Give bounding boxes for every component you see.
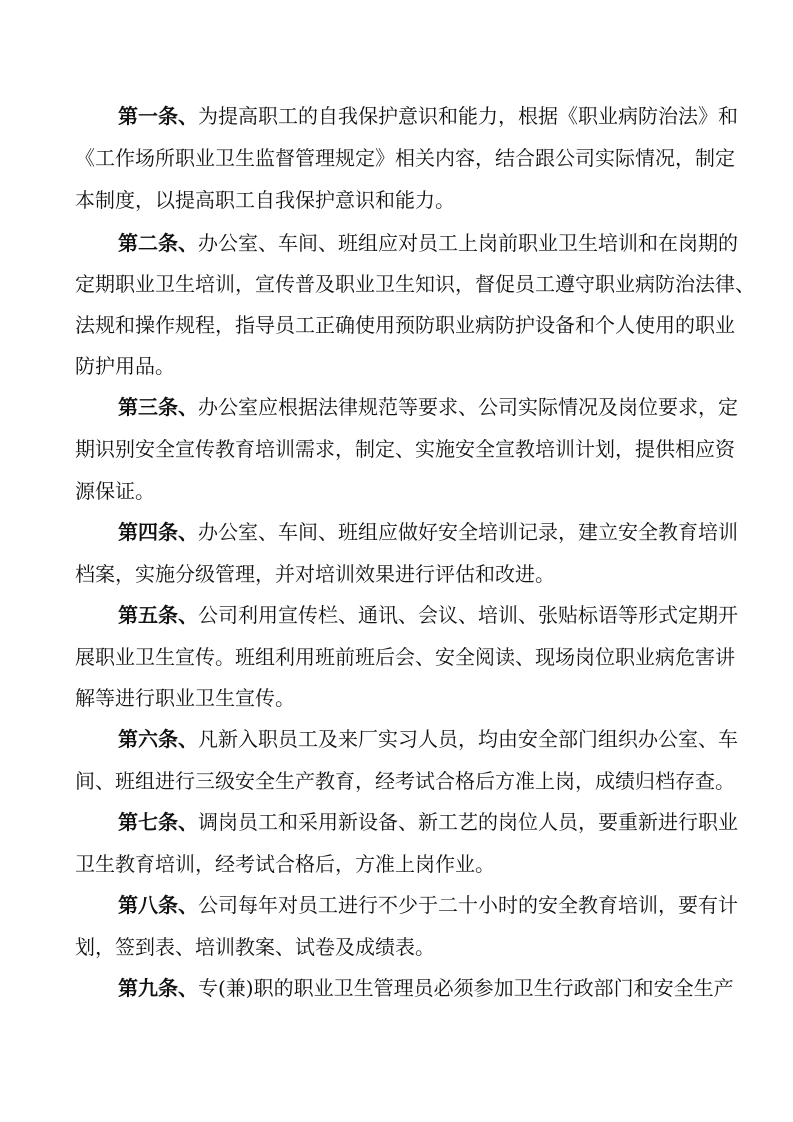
article-text: 法规和操作规程，指导员工正确使用预防职业病防护设备和个人使用的职业	[75, 313, 735, 337]
article-label: 第五条、	[118, 603, 198, 627]
paragraph-line	[75, 686, 727, 710]
paragraph-line	[118, 603, 738, 627]
article-text: 专(兼)职的职业卫生管理员必须参加卫生行政部门和安全生产	[198, 976, 734, 1000]
article-text: 公司每年对员工进行不少于二十小时的安全教育培训，要有计	[198, 893, 738, 917]
paragraph-line	[75, 769, 735, 793]
article-text: 划，签到表、培训教案、试卷及成绩表。	[75, 935, 435, 959]
article-text: 办公室、车间、班组应对员工上岗前职业卫生培训和在岗期的	[198, 231, 738, 255]
paragraph-line	[118, 976, 734, 1000]
article-text: 展职业卫生宣传。班组利用班前班后会、安全阅读、现场岗位职业病危害讲	[75, 645, 735, 669]
paragraph-line	[118, 395, 738, 419]
paragraph-line	[75, 852, 727, 876]
article-text: 卫生教育培训，经考试合格后，方准上岗作业。	[75, 852, 495, 876]
paragraph-line	[118, 893, 738, 917]
paragraph-line	[118, 520, 738, 544]
paragraph-line	[75, 645, 735, 669]
paragraph-line	[118, 231, 738, 255]
article-label: 第一条、	[118, 104, 198, 128]
paragraph-line	[75, 146, 735, 170]
article-text: 档案，实施分级管理，并对培训效果进行评估和改进。	[75, 562, 555, 586]
paragraph-line	[75, 437, 735, 461]
article-text: 解等进行职业卫生宣传。	[75, 686, 295, 710]
article-text: 定期职业卫生培训，宣传普及职业卫生知识，督促员工遵守职业病防治法律、	[75, 272, 755, 296]
article-text: 间、班组进行三级安全生产教育，经考试合格后方准上岗，成绩归档存查。	[75, 769, 735, 793]
paragraph-line	[75, 313, 735, 337]
paragraph-line	[75, 562, 727, 586]
article-label: 第二条、	[118, 231, 198, 255]
article-label: 第七条、	[118, 810, 198, 834]
article-label: 第八条、	[118, 893, 198, 917]
paragraph-line	[75, 479, 727, 503]
article-text: 凡新入职员工及来厂实习人员，均由安全部门组织办公室、车	[198, 727, 738, 751]
article-text: 源保证。	[75, 479, 155, 503]
article-text: 办公室、车间、班组应做好安全培训记录，建立安全教育培训	[198, 520, 738, 544]
article-label: 第三条、	[118, 395, 198, 419]
paragraph-line	[75, 188, 727, 212]
article-text: 公司利用宣传栏、通讯、会议、培训、张贴标语等形式定期开	[198, 603, 738, 627]
article-text: 本制度，以提高职工自我保护意识和能力。	[75, 188, 455, 212]
article-text: 为提高职工的自我保护意识和能力，根据《职业病防治法》和	[198, 104, 738, 128]
article-label: 第六条、	[118, 727, 198, 751]
article-text: 期识别安全宣传教育培训需求，制定、实施安全宣教培训计划，提供相应资	[75, 437, 735, 461]
article-label: 第四条、	[118, 520, 198, 544]
article-text: 办公室应根据法律规范等要求、公司实际情况及岗位要求，定	[198, 395, 738, 419]
paragraph-line	[75, 935, 727, 959]
paragraph-line	[118, 727, 738, 751]
paragraph-line	[118, 104, 738, 128]
paragraph-line	[75, 272, 755, 296]
article-text: 防护用品。	[75, 354, 175, 378]
paragraph-line	[75, 354, 727, 378]
paragraph-line	[118, 810, 738, 834]
article-label: 第九条、	[118, 976, 198, 1000]
article-text: 《工作场所职业卫生监督管理规定》相关内容，结合跟公司实际情况，制定	[75, 146, 735, 170]
article-text: 调岗员工和采用新设备、新工艺的岗位人员，要重新进行职业	[198, 810, 738, 834]
